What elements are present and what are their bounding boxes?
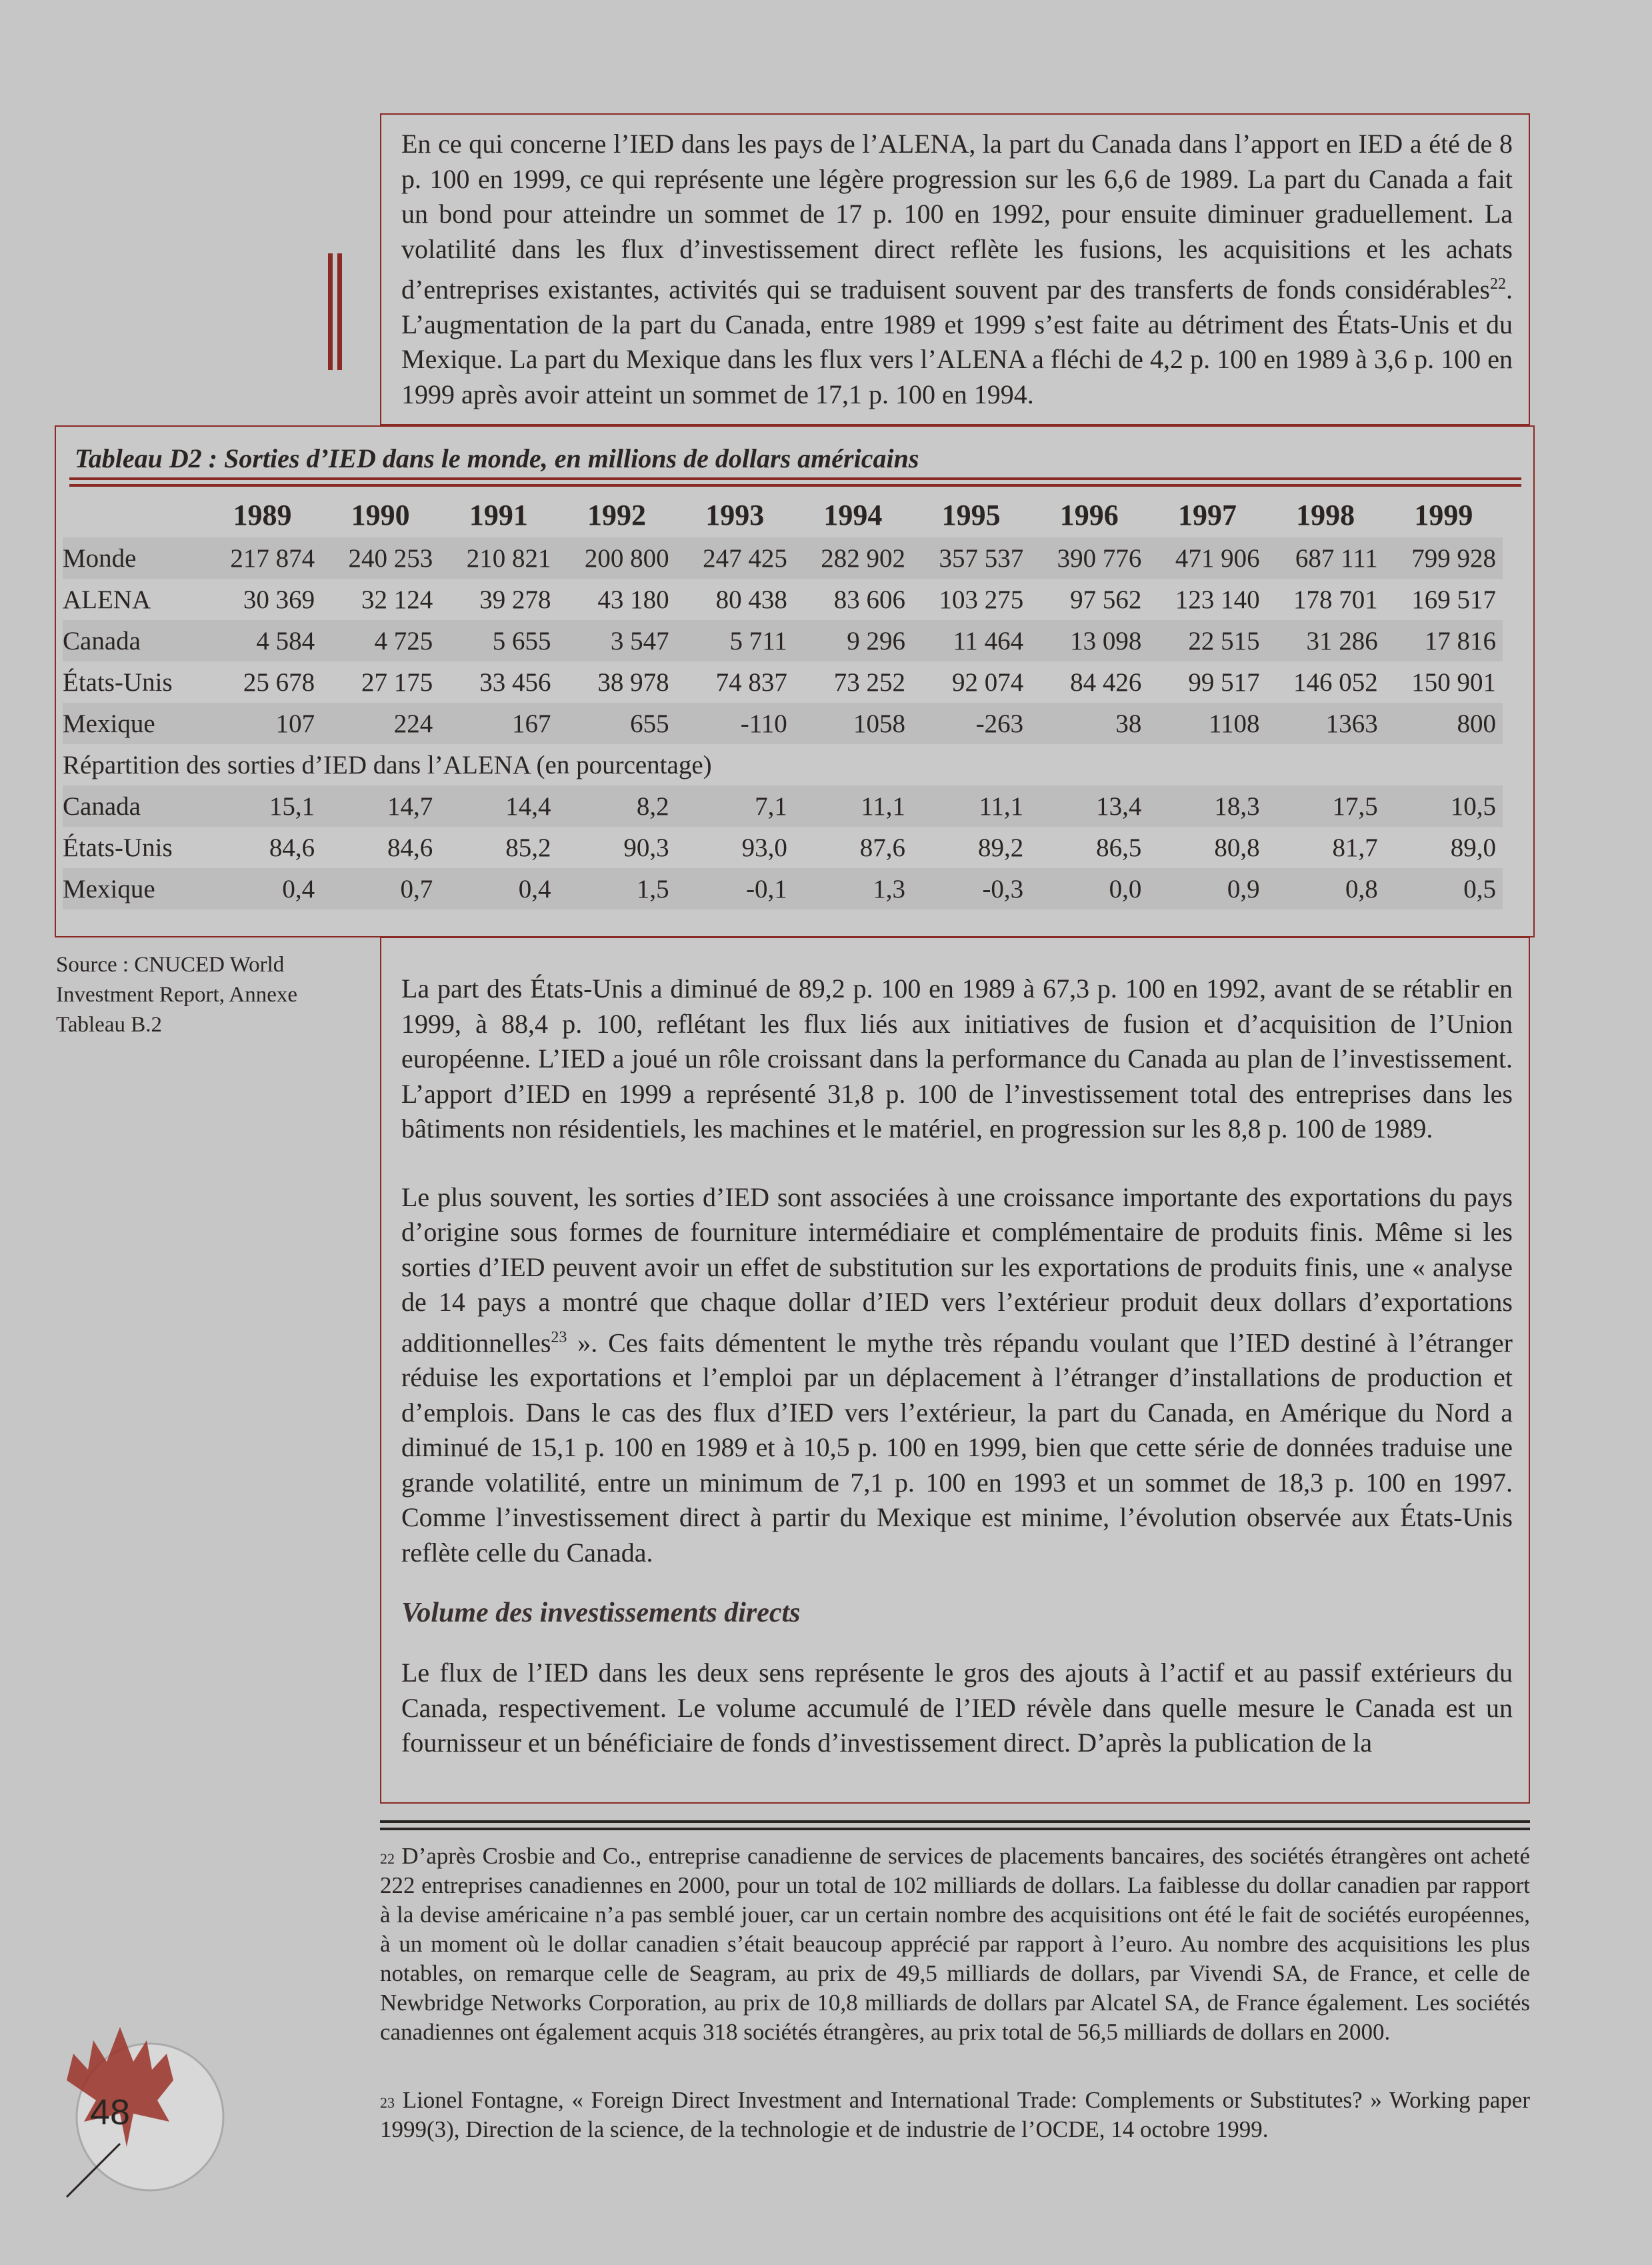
table-cell: 0,8 <box>1345 874 1378 903</box>
row-label: Monde <box>63 543 137 573</box>
margin-marker-bars <box>328 253 343 370</box>
table-cell: 13,4 <box>1096 791 1142 821</box>
table-cell: 39 278 <box>479 585 551 614</box>
table-cell: 224 <box>393 709 433 738</box>
table-cell: 90,3 <box>623 833 669 862</box>
table-d2 <box>55 425 1535 937</box>
year-header: 1997 <box>1177 498 1237 531</box>
table-cell: 123 140 <box>1175 585 1260 614</box>
table-cell: 38 <box>1115 709 1142 738</box>
table-cell: 99 517 <box>1188 667 1260 697</box>
table-cell: -0,3 <box>982 874 1024 903</box>
table-cell: 247 425 <box>703 543 787 573</box>
table-cell: 86,5 <box>1096 833 1142 862</box>
table-cell: 13 098 <box>1070 626 1142 655</box>
table-cell: 84,6 <box>269 833 315 862</box>
table-cell: 11,1 <box>861 791 905 821</box>
table-row <box>63 537 1503 579</box>
table-cell: 80 438 <box>715 585 787 614</box>
table-cell: 8,2 <box>636 791 669 821</box>
section-heading: Volume des investissements directs <box>401 1598 801 1629</box>
table-cell: 14,4 <box>505 791 551 821</box>
table-cell: 1363 <box>1325 709 1378 738</box>
table-cell: 799 928 <box>1411 543 1496 573</box>
year-header: 1994 <box>823 498 883 531</box>
table-row <box>63 703 1503 744</box>
table-cell: 1108 <box>1209 709 1260 738</box>
table-cell: 92 074 <box>951 667 1024 697</box>
table-cell: 471 906 <box>1175 543 1260 573</box>
table-cell: 210 821 <box>466 543 551 573</box>
table-cell: -110 <box>740 709 787 738</box>
section-row <box>63 744 1503 785</box>
table-cell: 84 426 <box>1070 667 1142 697</box>
table-cell: 97 562 <box>1070 585 1142 614</box>
table-row <box>63 827 1503 868</box>
table-cell: 1058 <box>853 709 905 738</box>
table-cell: 167 <box>511 709 551 738</box>
table-cell: 22 515 <box>1188 626 1260 655</box>
year-header-row <box>63 492 1503 537</box>
table-cell: 27 175 <box>361 667 433 697</box>
table-cell: 73 252 <box>833 667 905 697</box>
table-cell: 687 111 <box>1295 543 1378 573</box>
table-cell: 30 369 <box>243 585 315 614</box>
intro-paragraph: En ce qui concerne l’IED dans les pays de l’ALENA, la part du Canada dans l’apport en IED a été de 8 p. 100 en 1999, ce qui représente une légère progression sur les 6,6 de 1989. La part du Canada a fait un bond pour atteindre un sommet de 17 p. 100 en 1992, pour ensuite diminuer graduellement. La volatilité dans les flux d’investissement direct reflète les fusions, les acquisitions et les achats d’entreprises existantes, activités qui se traduisent souvent par des transferts de fonds considérables$^{22}$. L’augmentation de la part du Canada, entre 1989 et 1999 s’est faite au détriment des États-Unis et du Mexique. La part du Mexique dans les flux vers l’ALENA a fléchi de 4,2 p. 100 en 1989 à 3,6 p. 100 en 1999 après avoir atteint un sommet de 17,1 p. 100 en 1994. <box>401 129 1513 409</box>
footnote-23: $^{23}$ Lionel Fontagne, « Foreign Direct Investment and International Trade: Complements or Substitutes? » Working paper 1999(3), Direction de la science, de la technologie et de industrie de l’OCDE, 14 octobre 1999. <box>380 2087 1530 2142</box>
year-header: 1996 <box>1059 498 1119 531</box>
table-cell: 4 584 <box>256 626 315 655</box>
table-title-rule <box>69 484 1521 487</box>
table-title: Tableau D2 : Sorties d’IED dans le monde, en millions de dollars américains <box>75 443 919 473</box>
row-label: Canada <box>63 791 141 821</box>
footnote-ref-22[interactable]: 22 <box>1490 275 1506 293</box>
year-header: 1998 <box>1296 498 1355 531</box>
footnote-rule <box>380 1820 1530 1823</box>
maple-leaf-globe-icon <box>27 2000 240 2214</box>
row-label: États-Unis <box>63 833 173 862</box>
table-cell: 150 901 <box>1411 667 1496 697</box>
table-cell: 9 296 <box>847 626 905 655</box>
table-cell: 80,8 <box>1214 833 1260 862</box>
table-section-label: Répartition des sorties d’IED dans l’ALENA (en pourcentage) <box>63 750 712 779</box>
table-cell: 0,7 <box>400 874 433 903</box>
table-cell: 240 253 <box>348 543 433 573</box>
year-header: 1989 <box>233 498 292 531</box>
table-cell: 32 124 <box>361 585 433 614</box>
table-cell: 17,5 <box>1332 791 1378 821</box>
year-header: 1993 <box>705 498 765 531</box>
table-cell: 217 874 <box>230 543 315 573</box>
table-cell: 11,1 <box>979 791 1024 821</box>
table-cell: 25 678 <box>243 667 315 697</box>
year-header: 1999 <box>1414 498 1473 531</box>
table-cell: 0,4 <box>518 874 551 903</box>
page-number: 48 <box>90 2092 131 2132</box>
year-header: 1992 <box>587 498 647 531</box>
table-cell: -0,1 <box>746 874 787 903</box>
table-cell: 5 711 <box>729 626 787 655</box>
table-cell: 93,0 <box>741 833 787 862</box>
table-row <box>63 661 1503 703</box>
body-paragraph-2: Le plus souvent, les sorties d’IED sont associées à une croissance importante des exportations du pays d’origine sous formes de fourniture intermédiaire et complémentaire de produits finis. Même si les sorties d’IED peuvent avoir un effet de substitution sur les exportations de produits finis, une « analyse de 14 pays a montré que chaque dollar d’IED vers l’extérieur produit deux dollars d’exportations additionnelles$^{23}$ ». Ces faits démentent le mythe très répandu voulant que l’IED destiné à l’étranger réduise les exportations et l’emploi par un déplacement à l’étranger d’installations de production et d’emplois. Dans le cas des flux d’IED vers l’extérieur, la part du Canada, en Amérique du Nord a diminué de 15,1 p. 100 en 1989 et à 10,5 p. 100 en 1999, bien que cette série de données traduise une grande volatilité, entre un minimum de 7,1 p. 100 en 1993 et un sommet de 18,3 p. 100 en 1997. Comme l’investissement direct à partir du Mexique est minime, l’évolution observée aux États-Unis reflète celle du Canada. <box>401 1182 1513 1568</box>
table-cell: 0,4 <box>282 874 315 903</box>
table-cell: 15,1 <box>269 791 315 821</box>
footnote-rule <box>380 1828 1530 1830</box>
table-source: Source : CNUCED World Investment Report, Annexe Tableau B.2 <box>56 953 298 1037</box>
row-label: Canada <box>63 626 141 655</box>
empty-header-cell <box>63 492 203 537</box>
table-cell: 357 537 <box>939 543 1024 573</box>
row-label: Mexique <box>63 874 155 903</box>
table-cell: 17 816 <box>1424 626 1496 655</box>
table-cell: 103 275 <box>939 585 1024 614</box>
table-cell: 89,0 <box>1450 833 1496 862</box>
table-cell: 83 606 <box>833 585 905 614</box>
footnote-ref-23[interactable]: 23 <box>551 1328 567 1346</box>
table-cell: 18,3 <box>1214 791 1260 821</box>
year-header: 1990 <box>351 498 410 531</box>
table-cell: 43 180 <box>597 585 669 614</box>
table-cell: 38 978 <box>597 667 669 697</box>
table-cell: 800 <box>1457 709 1496 738</box>
table-cell: 10,5 <box>1450 791 1496 821</box>
table-title-rule <box>69 477 1521 480</box>
table-cell: 0,0 <box>1109 874 1142 903</box>
row-label: ALENA <box>63 585 151 614</box>
table-cell: 5 655 <box>492 626 551 655</box>
table-cell: 3 547 <box>610 626 669 655</box>
table-cell: 33 456 <box>479 667 551 697</box>
table-cell: 146 052 <box>1293 667 1378 697</box>
table-cell: 169 517 <box>1411 585 1496 614</box>
footnote-22: $^{22}$ D’après Crosbie and Co., entreprise canadienne de services de placements bancaires, des sociétés étrangères ont acheté 222 entreprises canadiennes en 2000, pour un total de 102 milliards de dollars. La faiblesse du dollar canadien par rapport à la devise américaine n’a pas semblé jouer, car un certain nombre des acquisitions ont été le fait de sociétés européennes, à un moment où le dollar canadien s’était beaucoup apprécié par rapport à l’euro. Au nombre des acquisitions les plus notables, on remarque celle de Seagram, au prix de 49,5 milliards de dollars, par Vivendi SA, de France, et celle de Newbridge Networks Corporation, au prix de 10,8 milliards de dollars par Alcatel SA, de France également. Les sociétés canadiennes ont également acquis 318 sociétés étrangères, au prix total de 56,5 milliards de dollars en 2000. <box>380 1843 1530 2045</box>
year-header: 1995 <box>941 498 1001 531</box>
table-cell: 200 800 <box>584 543 669 573</box>
table-row <box>63 785 1503 827</box>
table-cell: 655 <box>630 709 669 738</box>
body-text-box <box>380 937 1530 1804</box>
table-cell: 107 <box>275 709 315 738</box>
row-label: Mexique <box>63 709 155 738</box>
table-cell: 89,2 <box>977 833 1024 862</box>
table-cell: 0,9 <box>1227 874 1260 903</box>
intro-text-box <box>380 113 1530 425</box>
year-header: 1991 <box>469 498 528 531</box>
fdi-outflows-table <box>63 492 1503 909</box>
table-cell: 390 776 <box>1057 543 1142 573</box>
table-cell: 4 725 <box>374 626 433 655</box>
table-cell: 282 902 <box>821 543 905 573</box>
body-paragraph-3: Le flux de l’IED dans les deux sens représente le gros des ajouts à l’actif et au passif extérieurs du Canada, respectivement. Le volume accumulé de l’IED révèle dans quelle mesure le Canada est un fournisseur et un bénéficiaire de fonds d’investissement direct. D’après la publication de la <box>401 1658 1513 1758</box>
body-paragraph-1: La part des États-Unis a diminué de 89,2 p. 100 en 1989 à 67,3 p. 100 en 1992, avant de se rétablir en 1999, à 88,4 p. 100, reflétant les flux liés aux initiatives de fusion et d’acquisition de l’Union européenne. L’IED a joué un rôle croissant dans la performance du Canada au plan de l’investissement. L’apport d’IED en 1999 a représenté 31,8 p. 100 de l’investissement total des entreprises dans les bâtiments non résidentiels, les machines et le matériel, en progression sur les 8,8 p. 100 de 1989. <box>401 973 1513 1144</box>
table-cell: 84,6 <box>387 833 433 862</box>
table-cell: -263 <box>975 709 1024 738</box>
table-cell: 11 464 <box>953 626 1024 655</box>
table-cell: 7,1 <box>755 791 787 821</box>
row-label: États-Unis <box>63 667 173 697</box>
table-row <box>63 620 1503 661</box>
table-cell: 85,2 <box>505 833 551 862</box>
table-cell: 178 701 <box>1293 585 1378 614</box>
table-row <box>63 579 1503 620</box>
table-cell: 31 286 <box>1306 626 1378 655</box>
table-cell: 81,7 <box>1332 833 1378 862</box>
table-cell: 74 837 <box>715 667 787 697</box>
table-cell: 87,6 <box>859 833 905 862</box>
table-cell: 1,3 <box>873 874 905 903</box>
table-cell: 1,5 <box>636 874 669 903</box>
table-row <box>63 868 1503 909</box>
table-cell: 0,5 <box>1463 874 1496 903</box>
table-cell: 14,7 <box>387 791 433 821</box>
